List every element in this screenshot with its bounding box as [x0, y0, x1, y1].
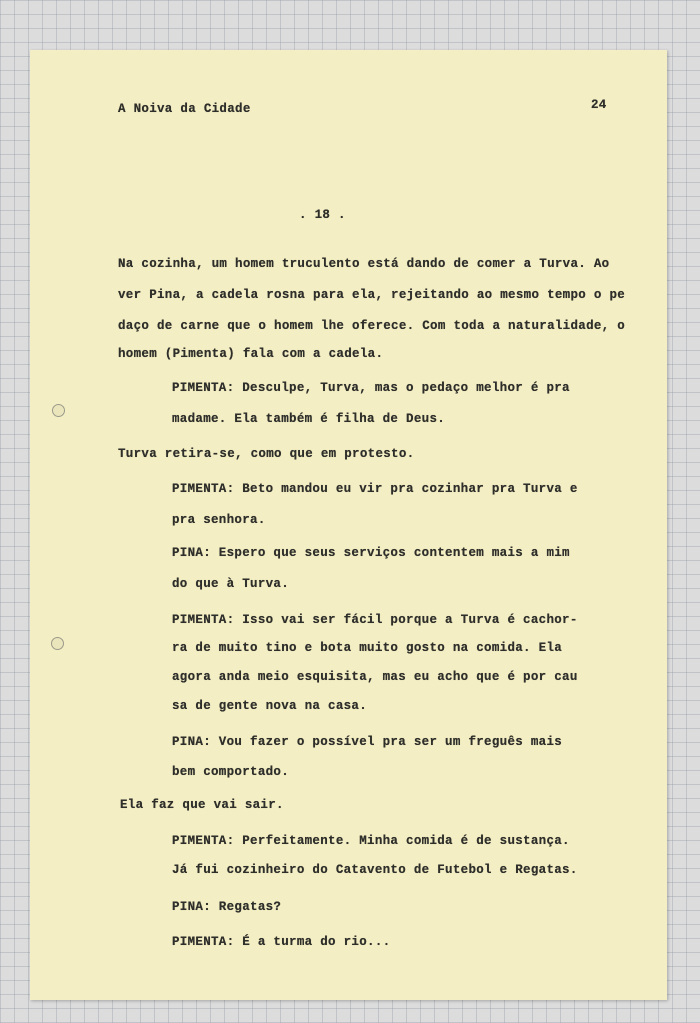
text-line: homem (Pimenta) fala com a cadela. [118, 347, 384, 361]
text-line: Já fui cozinheiro do Catavento de Futebol e Regatas. [172, 863, 578, 877]
text-line: PINA: Regatas? [172, 900, 282, 914]
text-line: agora anda meio esquisita, mas eu acho que é por cau [172, 670, 578, 684]
text-line: madame. Ela também é filha de Deus. [172, 412, 446, 426]
scene-number: . 18 . [299, 208, 346, 222]
text-line: ver Pina, a cadela rosna para ela, rejeitando ao mesmo tempo o pe [118, 288, 626, 302]
text-line: ra de muito tino e bota muito gosto na comida. Ela [172, 641, 563, 655]
text-line: sa de gente nova na casa. [172, 699, 368, 713]
typed-page [30, 50, 667, 1000]
text-line: PIMENTA: Beto mandou eu vir pra cozinhar pra Turva e [172, 482, 578, 496]
text-line: daço de carne que o homem lhe oferece. Com toda a naturalidade, o [118, 319, 626, 333]
text-line: PIMENTA: Desculpe, Turva, mas o pedaço melhor é pra [172, 381, 570, 395]
text-line: PIMENTA: Isso vai ser fácil porque a Turva é cachor- [172, 613, 578, 627]
text-line: PINA: Vou fazer o possível pra ser um freguês mais [172, 735, 563, 749]
text-line: Na cozinha, um homem truculento está dando de comer a Turva. Ao [118, 257, 610, 271]
text-line: PINA: Espero que seus serviços contentem mais a mim [172, 546, 570, 560]
punch-hole-top [52, 404, 65, 417]
text-line: bem comportado. [172, 765, 290, 779]
text-line: PIMENTA: É a turma do rio... [172, 935, 391, 949]
text-line: PIMENTA: Perfeitamente. Minha comida é de sustança. [172, 834, 570, 848]
text-line: do que à Turva. [172, 577, 290, 591]
text-line: Turva retira-se, como que em protesto. [118, 447, 415, 461]
text-line: pra senhora. [172, 513, 266, 527]
punch-hole-bottom [51, 637, 64, 650]
document-title: A Noiva da Cidade [118, 102, 251, 116]
text-line: Ela faz que vai sair. [120, 798, 284, 812]
page-number: 24 [591, 98, 607, 112]
